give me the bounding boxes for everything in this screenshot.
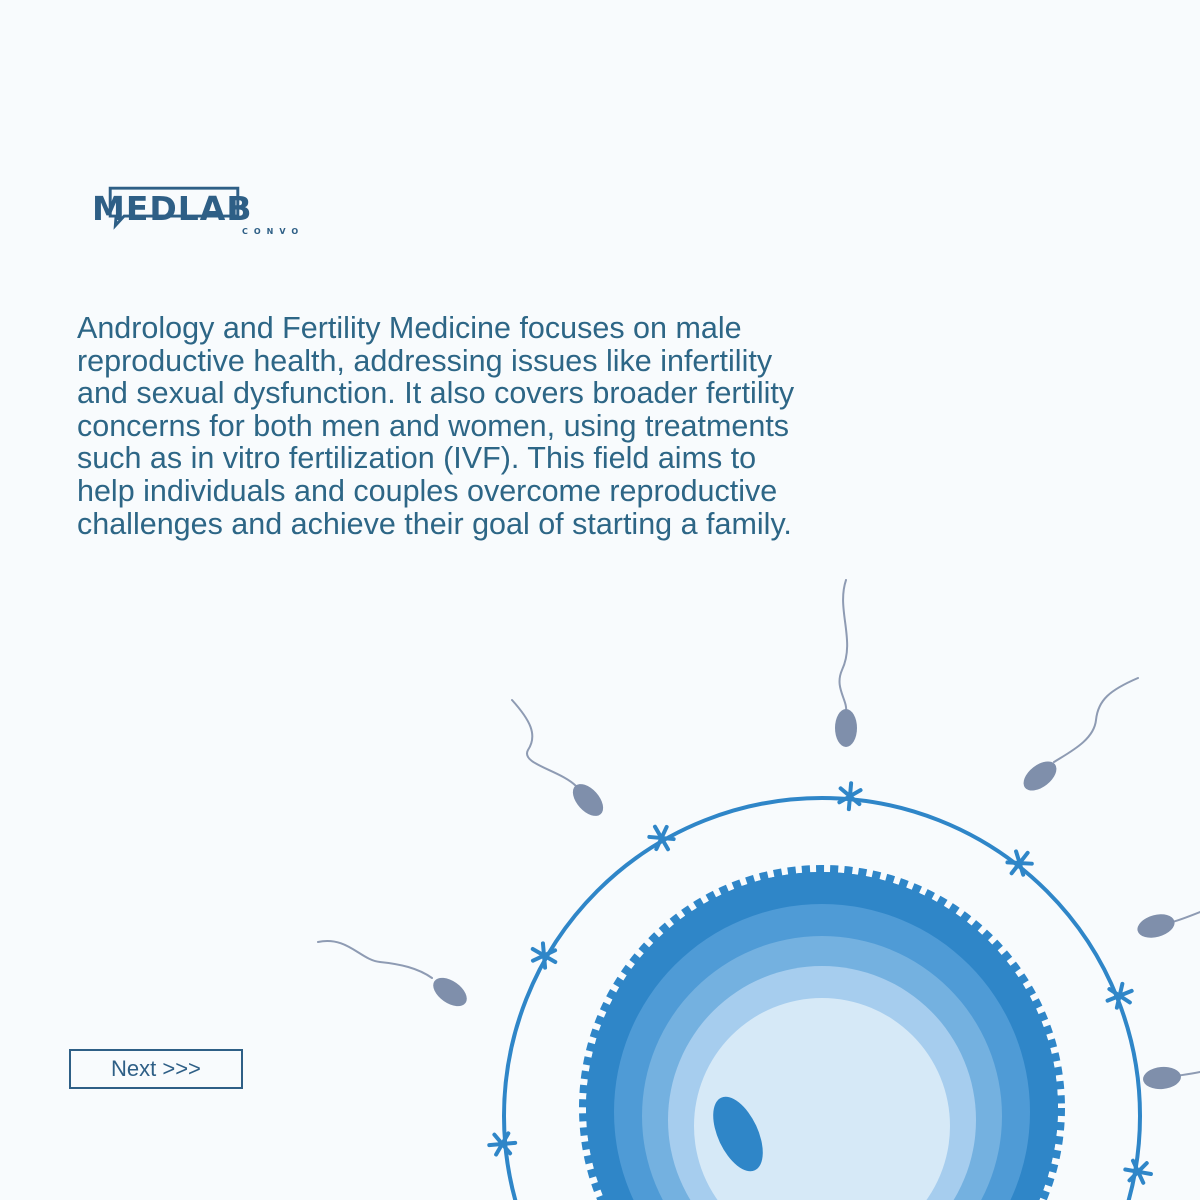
next-button[interactable]: Next >>> (69, 1049, 243, 1089)
description-paragraph: Andrology and Fertility Medicine focuses on male reproductive health, addressing issues like infertility and sexual dysfunction. It also covers broader fertility concerns for both men and women, using treatments such as in vitro fertilization (IVF). This field aims to help individuals and couples overcome reproductive challenges and achieve their goal of starting a family. (77, 311, 795, 541)
logo-wordmark: MEDLAB (92, 189, 253, 228)
egg-core (694, 998, 950, 1200)
medlab-logo (84, 186, 305, 246)
egg-corona (586, 872, 1058, 1200)
sperm-group (318, 580, 1200, 1091)
egg-layer-2 (614, 904, 1030, 1200)
egg-nucleus (703, 1089, 773, 1178)
egg-membrane (504, 798, 1140, 1200)
logo-tagline: CONVO (242, 227, 305, 236)
egg-layer-3 (642, 936, 1002, 1200)
egg-layer-4 (668, 966, 976, 1200)
ring-barbs (488, 782, 1152, 1183)
